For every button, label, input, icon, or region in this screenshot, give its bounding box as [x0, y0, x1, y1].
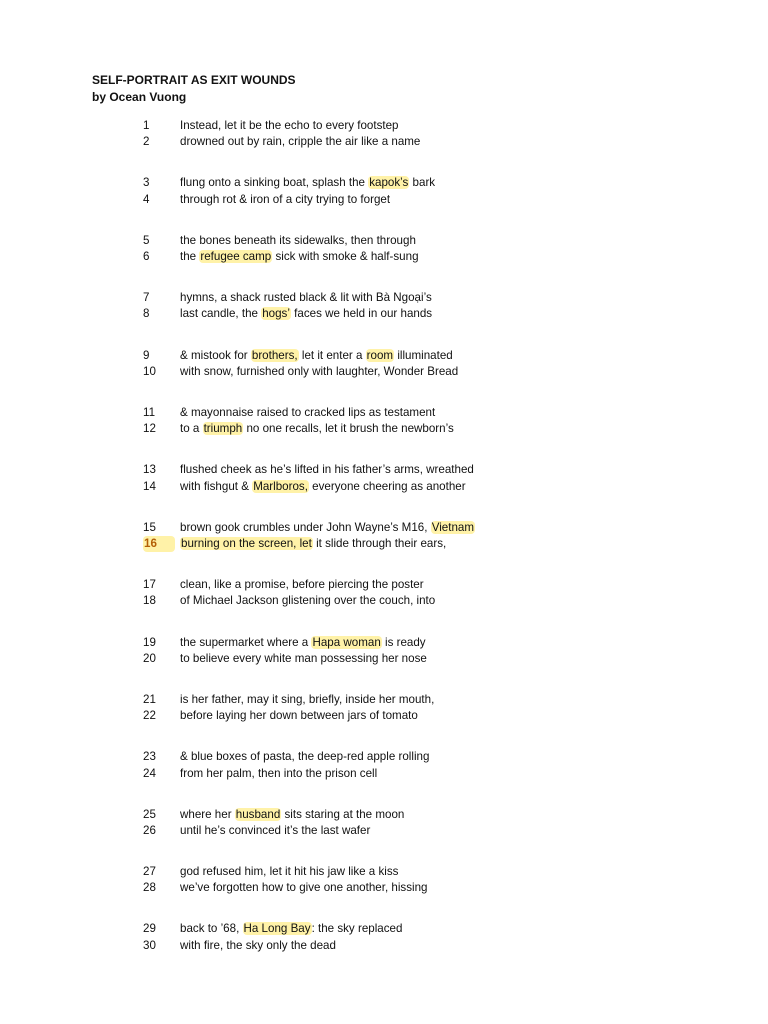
poem-line	[0, 880, 768, 896]
poem-line	[0, 462, 768, 478]
text-segment: illuminated	[394, 348, 453, 362]
line-text	[180, 823, 370, 839]
highlighted-phrase: Vietnam	[431, 520, 475, 534]
text-segment: is ready	[381, 635, 426, 649]
text-segment: faces we held in our hands	[290, 307, 433, 321]
line-number: 22	[143, 709, 156, 723]
text-segment: we’ve forgotten how to give one another, hissing	[180, 881, 428, 895]
text-segment: with fire, the sky only the dead	[180, 938, 336, 952]
line-text	[180, 364, 458, 380]
text-segment: hymns, a shack rusted black & lit with Bà Ngoại’s	[180, 291, 432, 305]
poem-line	[0, 766, 768, 782]
poem-line	[0, 192, 768, 208]
text-segment: the supermarket where a	[180, 635, 312, 649]
stanza	[0, 118, 768, 175]
line-number: 17	[143, 578, 156, 592]
line-text	[180, 520, 475, 536]
poem-line	[0, 405, 768, 421]
text-segment: bark	[409, 176, 436, 190]
text-segment: drowned out by rain, cripple the air like a name	[180, 135, 421, 149]
text-segment: of Michael Jackson glistening over the couch, into	[180, 594, 436, 608]
poem-line	[0, 175, 768, 191]
text-segment: flung onto a sinking boat, splash the	[180, 176, 369, 190]
line-text	[180, 880, 428, 896]
line-number: 7	[143, 291, 150, 305]
line-text	[180, 766, 377, 782]
highlighted-phrase: room	[366, 348, 394, 362]
stanza	[0, 692, 768, 749]
poem-header	[92, 72, 296, 106]
line-text	[180, 462, 474, 478]
text-segment: last candle, the	[180, 307, 262, 321]
stanza	[0, 175, 768, 232]
poem-line	[0, 593, 768, 609]
poem-line	[0, 290, 768, 306]
line-text	[180, 175, 435, 191]
poem-line	[0, 348, 768, 364]
poem-line	[0, 233, 768, 249]
line-number: 19	[143, 635, 156, 649]
stanza	[0, 864, 768, 921]
stanza	[0, 290, 768, 347]
line-number: 14	[143, 479, 156, 493]
poem-line	[0, 749, 768, 765]
poem-line	[0, 520, 768, 536]
text-segment: where her	[180, 807, 235, 821]
stanza	[0, 635, 768, 692]
line-number: 3	[143, 176, 150, 190]
poem-line	[0, 118, 768, 134]
stanza	[0, 462, 768, 519]
poem-line	[0, 807, 768, 823]
line-number: 26	[143, 823, 156, 837]
text-segment: & blue boxes of pasta, the deep-red apple rolling	[180, 750, 430, 764]
line-number: 5	[143, 233, 150, 247]
text-segment: sits staring at the moon	[281, 807, 405, 821]
line-number: 12	[143, 422, 156, 436]
text-segment: the bones beneath its sidewalks, then through	[180, 233, 416, 247]
poem-line	[0, 864, 768, 880]
highlighted-phrase: husband	[235, 807, 281, 821]
line-text	[180, 807, 404, 823]
line-text	[180, 421, 454, 437]
line-text	[180, 864, 398, 880]
line-text	[180, 306, 432, 322]
line-text	[180, 118, 399, 134]
line-text	[180, 536, 446, 552]
text-segment: before laying her down between jars of tomato	[180, 709, 418, 723]
line-text	[180, 708, 418, 724]
line-text	[180, 233, 416, 249]
poem-line	[0, 708, 768, 724]
line-text	[180, 479, 466, 495]
line-number: 18	[143, 594, 156, 608]
highlighted-phrase: hogs’	[262, 307, 290, 321]
stanza	[0, 749, 768, 806]
highlighted-phrase: Marlboros,	[253, 479, 308, 493]
line-number: 8	[143, 307, 150, 321]
poem-line	[0, 479, 768, 495]
stanza	[0, 405, 768, 462]
line-number: 10	[143, 364, 156, 378]
line-number: 1	[143, 119, 150, 132]
poem-line	[0, 249, 768, 265]
stanza	[0, 577, 768, 634]
poem-title: SELF-PORTRAIT AS EXIT WOUNDS	[92, 73, 296, 87]
line-text	[180, 405, 435, 421]
line-number: 30	[143, 938, 156, 952]
poem-line	[0, 692, 768, 708]
poem-line	[0, 421, 768, 437]
text-segment: brown gook crumbles under John Wayne’s M16,	[180, 520, 431, 534]
poem-line	[0, 921, 768, 937]
highlighted-phrase: Hapa woman	[312, 635, 381, 649]
line-text	[180, 635, 426, 651]
text-segment: it slide through their ears,	[312, 537, 447, 551]
poem-line	[0, 306, 768, 322]
line-text	[180, 921, 402, 937]
text-segment: until he’s convinced it’s the last wafer	[180, 823, 371, 837]
highlighted-phrase: triumph	[203, 422, 243, 436]
text-segment: everyone cheering as another	[308, 479, 466, 493]
line-number: 21	[143, 692, 156, 706]
line-number: 25	[143, 807, 156, 821]
highlighted-phrase: refugee camp	[200, 250, 272, 264]
text-segment: back to ’68,	[180, 922, 243, 936]
text-segment: & mayonnaise raised to cracked lips as testament	[180, 405, 436, 419]
line-text	[180, 290, 432, 306]
poem-author: by Ocean Vuong	[92, 90, 187, 104]
line-number: 2	[143, 135, 150, 149]
text-segment: flushed cheek as he’s lifted in his father’s arms, wreathed	[180, 463, 474, 477]
text-segment: with snow, furnished only with laughter, Wonder Bread	[180, 364, 459, 378]
highlighted-phrase: brothers,	[251, 348, 298, 362]
highlighted-phrase: Ha Long Bay	[243, 922, 311, 936]
poem-line	[0, 134, 768, 150]
text-segment: & mistook for	[180, 348, 251, 362]
stanza	[0, 921, 768, 978]
line-number: 29	[143, 922, 156, 936]
text-segment: no one recalls, let it brush the newborn’s	[243, 422, 454, 436]
poem-line	[0, 635, 768, 651]
poem-line	[0, 577, 768, 593]
text-segment: Instead, let it be the echo to every footstep	[180, 119, 399, 132]
text-segment: god refused him, let it hit his jaw like a kiss	[180, 865, 399, 879]
poem-body	[0, 118, 768, 979]
text-segment: the	[180, 250, 200, 264]
line-number: 27	[143, 865, 156, 879]
line-number: 23	[143, 750, 156, 764]
line-number: 28	[143, 881, 156, 895]
line-number: 11	[143, 405, 156, 419]
line-text	[180, 938, 336, 954]
line-number: 6	[143, 250, 150, 264]
line-number: 9	[143, 348, 150, 362]
highlighted-phrase: kapok’s	[369, 176, 409, 190]
stanza	[0, 233, 768, 290]
poem-line	[0, 651, 768, 667]
line-number: 24	[143, 766, 156, 780]
line-number: 4	[143, 192, 150, 206]
text-segment: sick with smoke & half-sung	[272, 250, 419, 264]
line-text	[180, 692, 434, 708]
poem-line	[0, 823, 768, 839]
poem-line	[0, 536, 768, 552]
line-text	[180, 749, 429, 765]
text-segment: clean, like a promise, before piercing the poster	[180, 578, 424, 592]
stanza	[0, 807, 768, 864]
line-number: 20	[143, 651, 156, 665]
poem-line	[0, 938, 768, 954]
text-segment: : the sky replaced	[311, 922, 403, 936]
line-text	[180, 348, 453, 364]
text-segment: through rot & iron of a city trying to forget	[180, 192, 391, 206]
line-number: 15	[143, 520, 156, 534]
text-segment: is her father, may it sing, briefly, inside her mouth,	[180, 692, 435, 706]
text-segment: to believe every white man possessing her nose	[180, 651, 427, 665]
line-text	[180, 134, 420, 150]
text-segment: to a	[180, 422, 203, 436]
line-text	[180, 593, 435, 609]
poem-line	[0, 364, 768, 380]
text-segment: with fishgut &	[180, 479, 253, 493]
text-segment: from her palm, then into the prison cell	[180, 766, 378, 780]
line-number: 13	[143, 463, 156, 477]
line-text	[180, 651, 427, 667]
line-number: 16	[143, 536, 175, 552]
highlighted-phrase: burning on the screen, let	[181, 537, 312, 551]
stanza	[0, 348, 768, 405]
line-text	[180, 577, 424, 593]
text-segment: let it enter a	[298, 348, 366, 362]
stanza	[0, 520, 768, 577]
line-text	[180, 192, 390, 208]
line-text	[180, 249, 419, 265]
